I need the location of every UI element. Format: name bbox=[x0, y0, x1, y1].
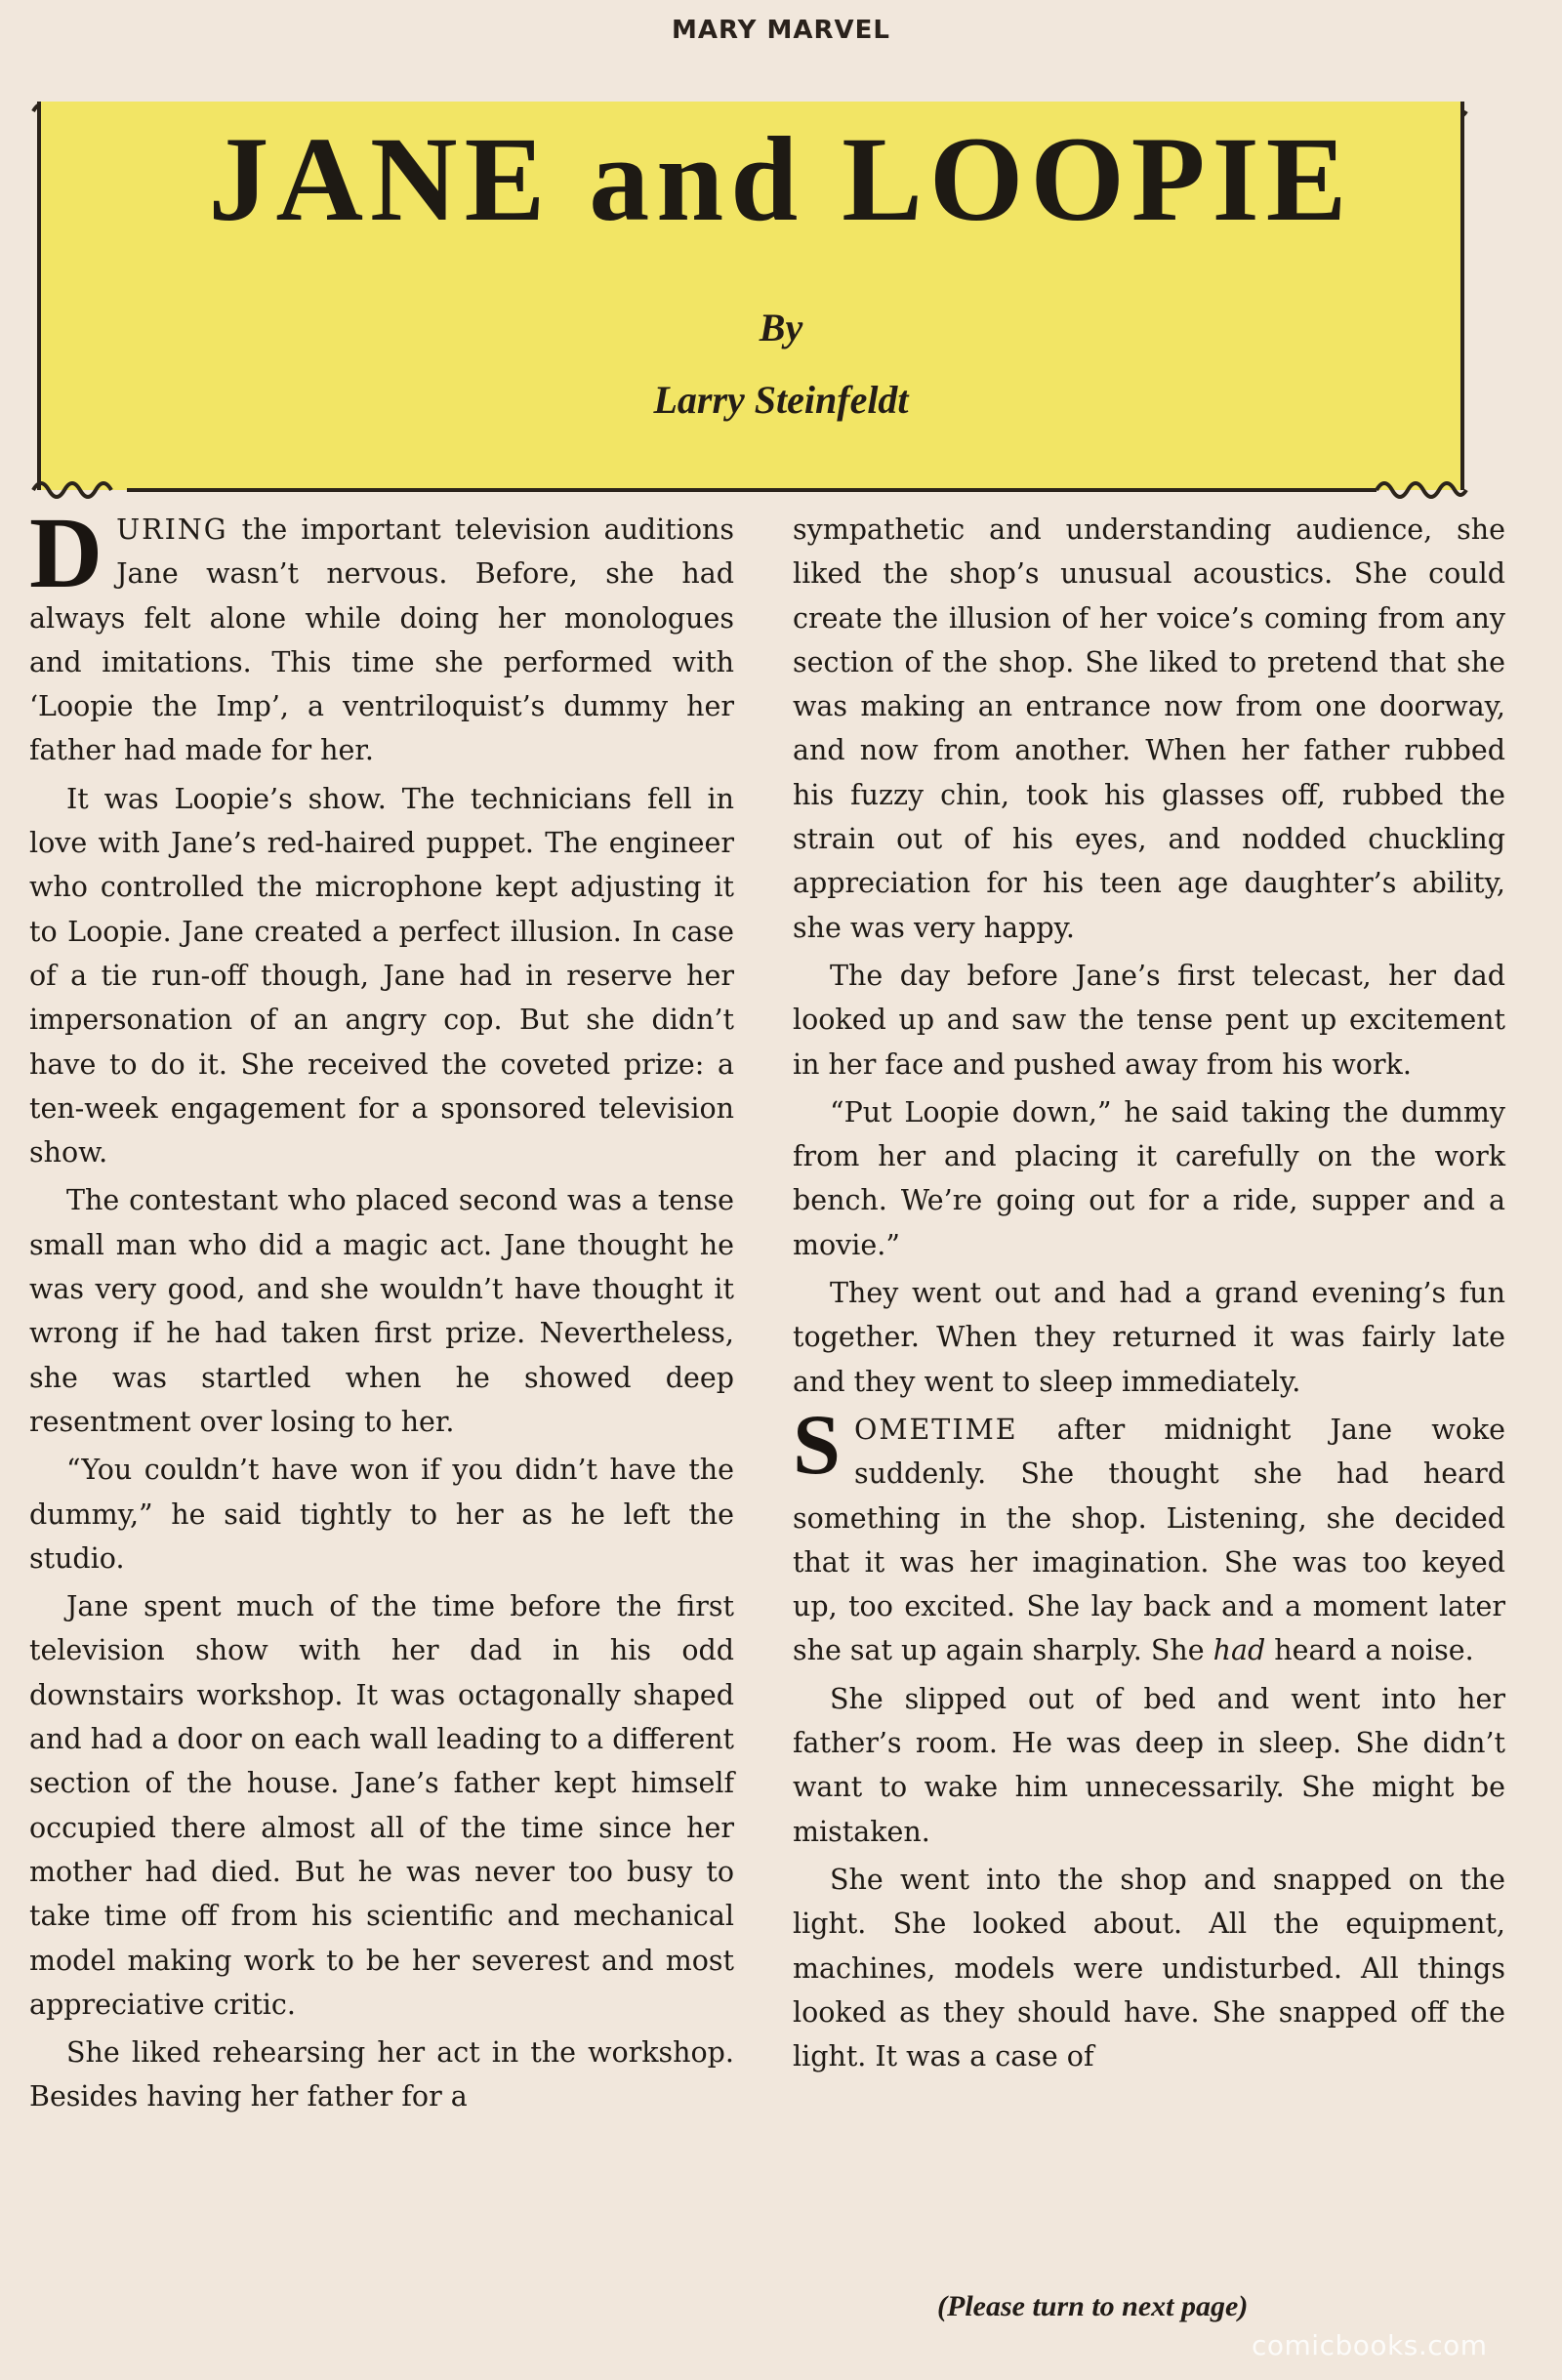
byline: By bbox=[759, 306, 803, 349]
continued-note: (Please turn to next page) bbox=[937, 2290, 1249, 2322]
title-border-bottom bbox=[29, 472, 1474, 512]
paragraph: The day before Jane’s first telecast, her dad looked up and saw the tense pent up excitement in her face and pushed away from his work. bbox=[793, 959, 1505, 1081]
drop-cap: S bbox=[793, 1397, 841, 1493]
paragraph-text: heard a noise. bbox=[1265, 1634, 1474, 1667]
paragraph: She slipped out of bed and went into her father’s room. He was deep in sleep. She didn’t want to wake him unnecessarily. She might be mistaken. bbox=[793, 1682, 1505, 1848]
paragraph: They went out and had a grand evening’s fun together. When they returned it was fairly late and they went to sleep immediately. bbox=[793, 1277, 1505, 1398]
paragraph: It was Loopie’s show. The technicians fell in love with Jane’s red-haired puppet. The engineer who controlled the microphone kept adjusting it to Loopie. Jane created a perfect illusion. In case of a tie run-off though, Jane had in reserve her impersonation of an angry cop. But she didn’t have to do it. She received the coveted prize: a ten-week engagement for a sponsored television show. bbox=[29, 782, 734, 1169]
drop-cap: D bbox=[29, 497, 103, 609]
paragraph: sympathetic and understanding audience, she liked the shop’s unusual acoustics. She could create the illusion of her voice’s coming from any section of the shop. She liked to pretend that she was making an entrance now from one doorway, and now from another. When her father rubbed his fuzzy chin, took his glasses off, rubbed the strain out of his eyes, and nodded chuckling appreciation for his teen age daughter’s ability, she was very happy. bbox=[793, 513, 1505, 944]
paragraph: The contestant who placed second was a tense small man who did a magic act. Jane thought he was very good, and she wouldn’t have thought it wrong if he had taken first prize. Nevertheless, she was startled when he showed deep resentment over losing to her. bbox=[29, 1184, 734, 1438]
watermark: comicbooks.com bbox=[1252, 2329, 1488, 2361]
paragraph: Jane spent much of the time before the first television show with her dad in his odd downstairs workshop. It was octagonally shaped and had a door on each wall leading to a different section of the house. Jane’s father kept himself occupied there almost all of the time since her mother had died. But he was never too busy to take time off from his scientific and mechanical model making work to be her severest and most appreciative critic. bbox=[29, 1590, 734, 2021]
paragraph: She liked rehearsing her act in the workshop. Besides having her father for a bbox=[29, 2036, 734, 2113]
left-column bbox=[29, 497, 734, 2123]
paragraph: “Put Loopie down,” he said taking the dummy from her and placing it carefully on the work bench. We’re going out for a ride, supper and a movie.” bbox=[793, 1095, 1505, 1261]
story-title: JANE and LOOPIE bbox=[208, 112, 1354, 246]
author-name: Larry Steinfeldt bbox=[653, 378, 909, 422]
lead-in: OMETIME bbox=[853, 1413, 1018, 1446]
paragraph bbox=[793, 1397, 1505, 1673]
paragraph: “You couldn’t have won if you didn’t have the dummy,” he said tightly to her as he left the studio. bbox=[29, 1454, 734, 1575]
lead-in: URING bbox=[116, 513, 228, 546]
paragraph bbox=[29, 497, 734, 773]
paragraph: She went into the shop and snapped on the light. She looked about. All the equipment, machines, models were undisturbed. All things looked as they should have. She snapped off the light. It was a case of bbox=[793, 1863, 1505, 2073]
paragraph-text: after midnight Jane woke suddenly. She thought she had heard something in the shop. Listening, she decided that it was her imagination. She was too keyed up, too excited. She lay back and a moment later she sat up again sharply. She bbox=[793, 1413, 1505, 1667]
emphasis: had bbox=[1213, 1634, 1266, 1667]
right-column bbox=[793, 508, 1505, 2082]
paragraph-text: the important television auditions Jane wasn’t nervous. Before, she had always felt alone while doing her monologues and imitations. This time she performed with ‘Loopie the Imp’, a ventriloquist’s dummy her father had made for her. bbox=[29, 513, 734, 767]
running-head: MARY MARVEL bbox=[672, 16, 890, 45]
